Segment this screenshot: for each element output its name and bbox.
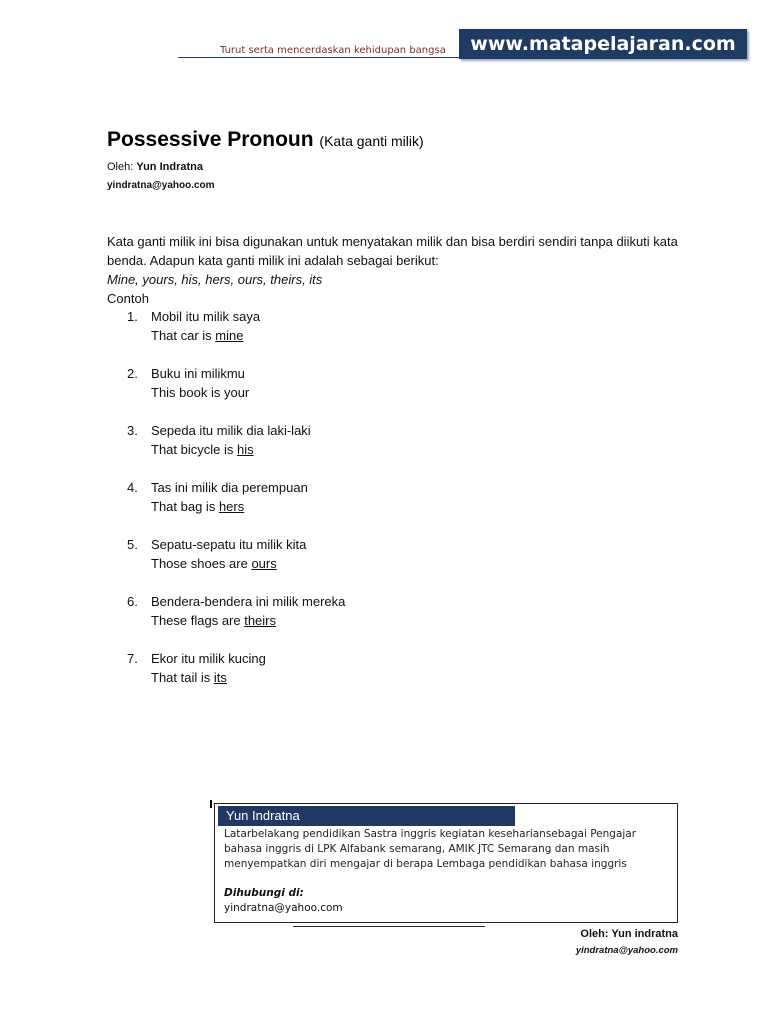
item-english xyxy=(151,668,345,687)
item-english xyxy=(151,326,345,345)
contoh-heading: Contoh xyxy=(107,291,149,306)
intro-paragraph: Kata ganti milik ini bisa digunakan untuk menyatakan milik dan bisa berdiri sendiri tanpa diikuti kata benda. Adapun kata ganti milik ini adalah sebagai berikut: xyxy=(107,234,678,268)
item-english xyxy=(151,497,345,516)
title-main: Possessive Pronoun xyxy=(107,128,314,151)
pronoun-word: its xyxy=(213,670,227,685)
footer-rule xyxy=(293,926,485,927)
item-number: 4. xyxy=(127,480,138,495)
pronoun-word: his xyxy=(236,442,254,457)
list-item xyxy=(107,478,345,535)
item-indonesian: Sepatu-sepatu itu milik kita xyxy=(151,537,307,552)
intro-section xyxy=(107,232,687,308)
author-name: Yun Indratna xyxy=(136,161,203,173)
author-email: yindratna@yahoo.com xyxy=(107,180,215,191)
item-number: 2. xyxy=(127,366,138,381)
english-prefix: That car is xyxy=(151,328,216,343)
site-banner[interactable]: www.matapelajaran.com xyxy=(459,29,747,59)
list-item xyxy=(107,535,345,592)
item-indonesian: Ekor itu milik kucing xyxy=(151,651,266,666)
item-number: 5. xyxy=(127,537,138,552)
author-line xyxy=(107,161,203,173)
bio-text: Latarbelakang pendidikan Sastra inggris kegiatan kesehariansebagai Pengajar bahasa inggris di LPK Alfabank semarang, AMIK JTC Semarang dan masih menyempatkan diri mengajar di berapa Lembaga pendidikan bahasa inggris xyxy=(224,828,637,870)
footer-author: Oleh: Yun indratna xyxy=(580,928,678,940)
footer-email: yindratna@yahoo.com xyxy=(575,945,678,956)
item-english xyxy=(151,440,345,459)
item-indonesian: Tas ini milik dia perempuan xyxy=(151,480,308,495)
list-item xyxy=(107,592,345,649)
english-prefix: That bag is xyxy=(151,499,219,514)
pronoun-word: hers xyxy=(218,499,245,514)
pronoun-word: theirs xyxy=(244,613,277,628)
item-number: 1. xyxy=(127,309,138,324)
pronoun-list: Mine, yours, his, hers, ours, theirs, its xyxy=(107,272,323,287)
item-indonesian: Buku ini milikmu xyxy=(151,366,245,381)
pronoun-word: mine xyxy=(215,328,244,343)
bio-contact-label: Dihubungi di: xyxy=(224,887,304,899)
english-prefix: That tail is xyxy=(151,670,214,685)
english-prefix: These flags are xyxy=(151,613,245,628)
item-indonesian: Sepeda itu milik dia laki-laki xyxy=(151,423,311,438)
title-subtitle: (Kata ganti milik) xyxy=(319,133,424,149)
header-rule xyxy=(178,57,468,58)
list-item xyxy=(107,307,345,364)
item-english xyxy=(151,554,345,573)
item-indonesian: Mobil itu milik saya xyxy=(151,309,261,324)
english-prefix: That bicycle is xyxy=(151,442,237,457)
author-label: Oleh: xyxy=(107,161,137,173)
bio-contact-email[interactable]: yindratna@yahoo.com xyxy=(224,902,343,914)
examples-list xyxy=(107,307,345,706)
stray-mark xyxy=(210,800,212,808)
item-indonesian: Bendera-bendera ini milik mereka xyxy=(151,594,346,609)
bio-name: Yun Indratna xyxy=(218,806,515,826)
item-number: 6. xyxy=(127,594,138,609)
item-number: 7. xyxy=(127,651,138,666)
list-item xyxy=(107,364,345,421)
author-bio-box xyxy=(214,803,678,923)
english-prefix: Those shoes are xyxy=(151,556,252,571)
item-english xyxy=(151,611,345,630)
item-english xyxy=(151,383,345,402)
list-item xyxy=(107,421,345,478)
header-tagline: Turut serta mencerdaskan kehidupan bangsa xyxy=(220,45,446,56)
english-prefix: This book is your xyxy=(151,385,250,400)
list-item xyxy=(107,649,345,706)
pronoun-word: ours xyxy=(251,556,277,571)
document-title xyxy=(107,128,424,152)
item-number: 3. xyxy=(127,423,138,438)
